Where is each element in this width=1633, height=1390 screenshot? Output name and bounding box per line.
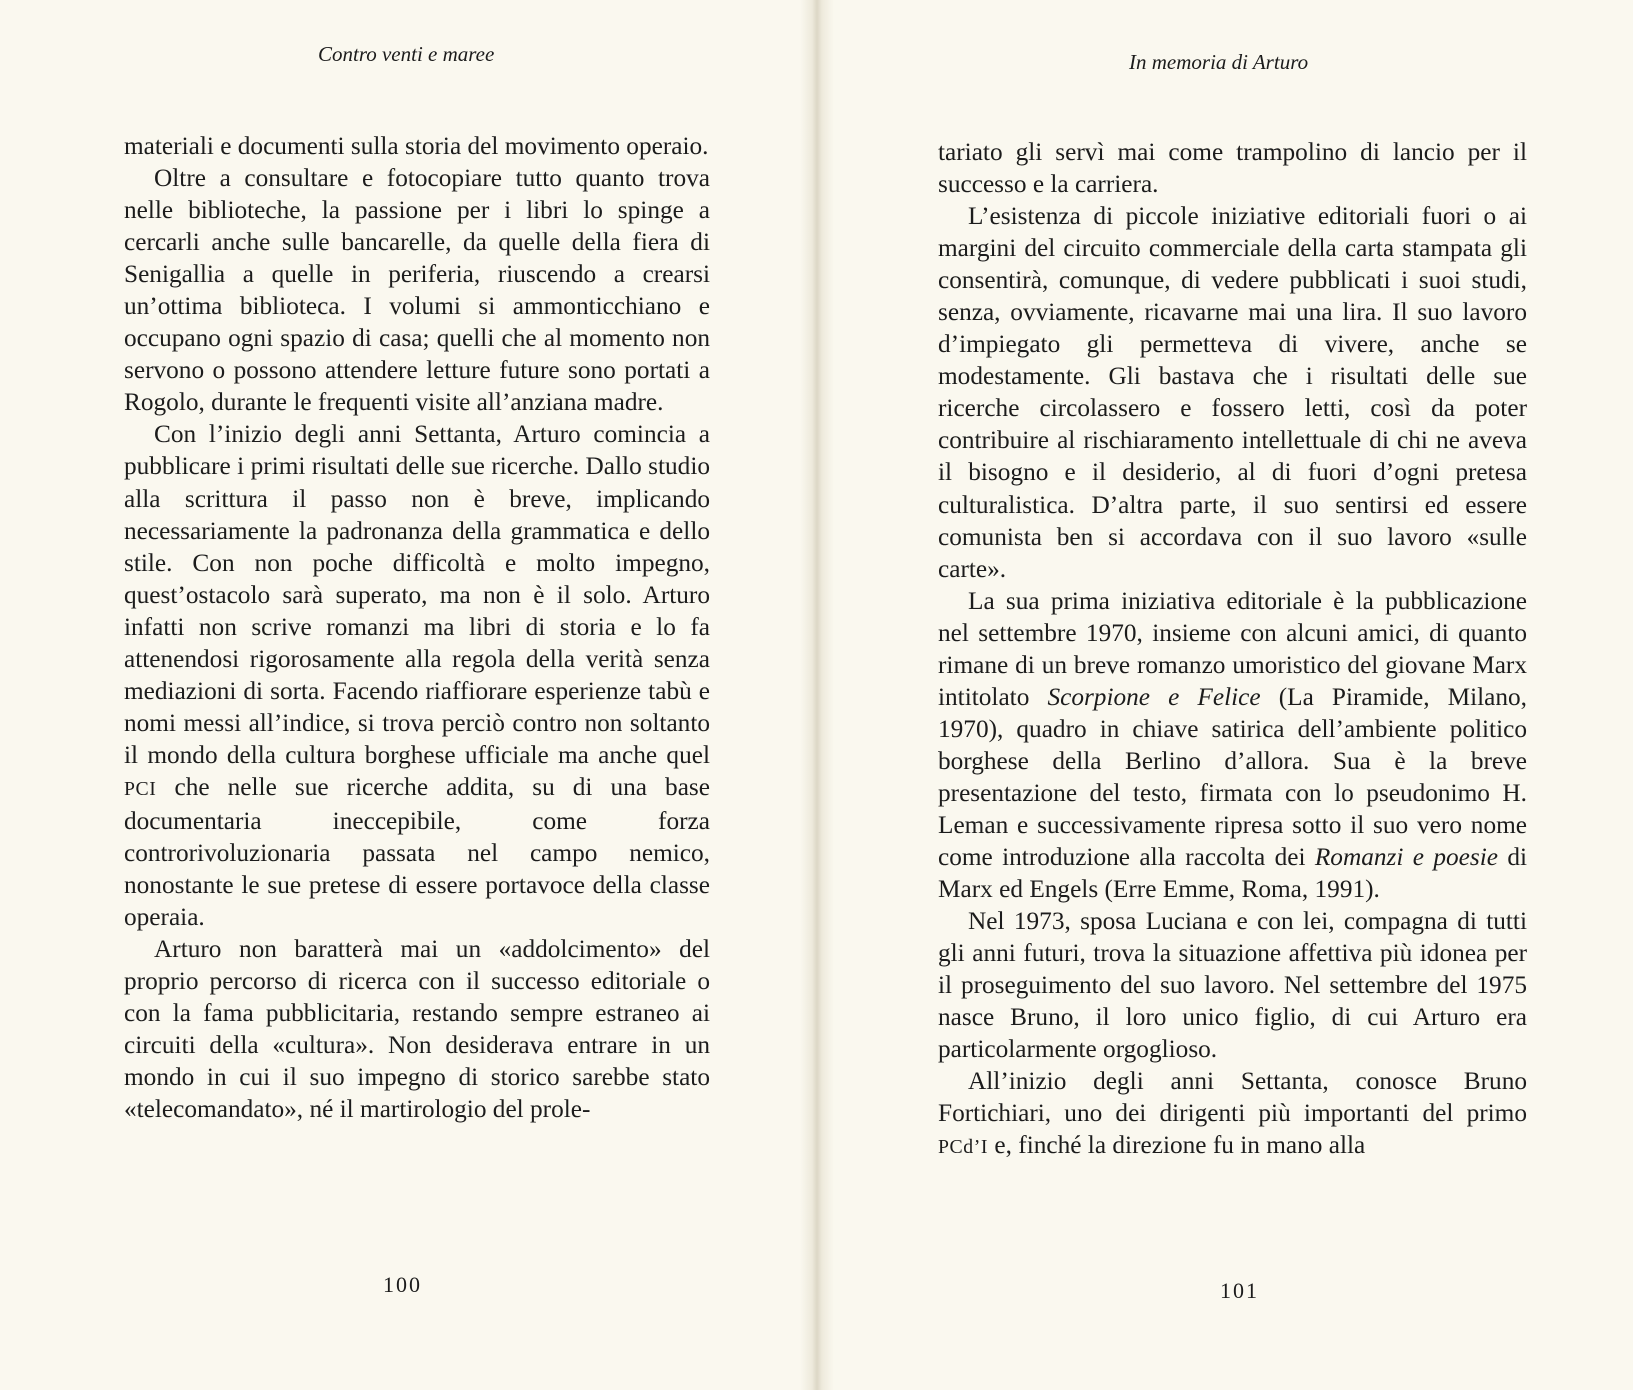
paragraph-text: Con l’inizio degli anni Settanta, Arturo comincia a pubblicare i primi risultati delle sue ricerche. Dallo studio alla scrittura il passo non è breve, implicando necessariamente la padronanza della grammatica e dello stile. Con non poche difficoltà e molto impegno, quest’ostacolo sarà superato, ma non è il solo. Arturo infatti non scrive romanzi ma libri di storia e lo fa attenendosi rigorosamente alla regola della verità senza mediazioni di sorta. Facendo riaffiorare esperienze tabù e nomi messi all’indice, si trova perciò contro non soltanto il mondo della cultura borghese ufficiale ma anche quel [124, 420, 710, 769]
abbreviation-pci: PCI [124, 777, 157, 800]
left-page-body [124, 130, 710, 1125]
paragraph-text: (La Piramide, Milano, 1970), quadro in chiave satirica dell’ambiente politico borghese della Berlino d’allora. Sua è la breve presentazione del testo, firmata con lo pseudonimo H. Leman e successivamente ripresa sotto il suo vero nome come introduzione alla raccolta dei [938, 682, 1528, 872]
book-title: Romanzi e poesie [1314, 843, 1498, 872]
paragraph-text: La sua prima iniziativa editoriale è la pubblicazione nel settembre 1970, insieme con alcuni amici, di quanto rimane di un breve romanzo umoristico del giovane Marx intitolato [938, 586, 1527, 711]
paragraph: Nel 1973, sposa Luciana e con lei, compagna di tutti gli anni futuri, trova la situazione affettiva più idonea per il proseguimento del suo lavoro. Nel settembre del 1975 nasce Bruno, il loro unico figlio, di cui Arturo era particolarmente orgoglioso. [938, 907, 1527, 1064]
paragraph: materiali e documenti sulla storia del movimento operaio. [124, 132, 709, 160]
left-page [0, 0, 810, 1390]
paragraph [938, 585, 1527, 905]
paragraph-text: che nelle sue ricerche addita, su di una base documentaria ineccepibile, come forza controrivoluzionaria passata nel campo nemico, nonostante le sue pretese di essere portavoce della classe operaia. [124, 772, 711, 932]
paragraph: tariato gli servì mai come trampolino di lancio per il successo e la carriera. [938, 138, 1527, 199]
paragraph-text: di Marx ed Engels (Erre Emme, Roma, 1991). [938, 843, 1527, 904]
running-head-right: In memoria di Arturo [1129, 50, 1309, 74]
right-page-body [938, 136, 1527, 1164]
paragraph: L’esistenza di piccole iniziative editoriali fuori o ai margini del circuito commerciale della carta stampata gli consentirà, comunque, di vedere pubblicati i suoi studi, senza, ovviamente, ricavarne mai una lira. Il suo lavoro d’impiegato gli permetteva di vivere, anche se modestamente. Gli bastava che i risultati delle sue ricerche circolassero e fossero letti, così da poter contribuire al rischiaramento intellettuale di chi ne aveva il bisogno e il desiderio, al di fuori d’ogni pretesa culturalistica. D’altra parte, il suo sentirsi ed essere comunista ben si accordava con il suo lavoro «sulle carte». [938, 202, 1527, 583]
paragraph: Oltre a consultare e fotocopiare tutto quanto trova nelle biblioteche, la passione per i libri lo spinge a cercarli anche sulle bancarelle, da quelle della fiera di Senigallia a quelle in periferia, riuscendo a crearsi un’ottima biblioteca. I volumi si ammonticchiano e occupano ogni spazio di casa; quelli che al momento non servono o possono attendere letture future sono portati a Rogolo, durante le frequenti visite all’anziana madre. [124, 164, 710, 417]
abbreviation-pcdi: PCd’I [938, 1136, 989, 1159]
paragraph-text: All’inizio degli anni Settanta, conosce Bruno Fortichiari, uno dei dirigenti più importanti del primo [938, 1067, 1527, 1128]
page-number-left: 100 [383, 1272, 422, 1297]
paragraph [938, 1065, 1527, 1163]
paragraph-text: e, finché la direzione fu in mano alla [994, 1131, 1366, 1160]
paragraph: Arturo non baratterà mai un «addolcimento» del proprio percorso di ricerca con il successo editoriale o con la fama pubblicitaria, restando sempre estraneo ai circuiti della «cultura». Non desiderava entrare in un mondo in cui il suo impegno di storico sarebbe stato «telecomandato», né il martirologio del prole- [124, 935, 710, 1124]
paragraph [124, 418, 710, 933]
book-title: Scorpione e Felice [1047, 682, 1261, 711]
running-head-left: Contro venti e maree [318, 42, 495, 66]
right-page [826, 0, 1633, 1390]
page-number-right: 101 [1220, 1278, 1259, 1303]
